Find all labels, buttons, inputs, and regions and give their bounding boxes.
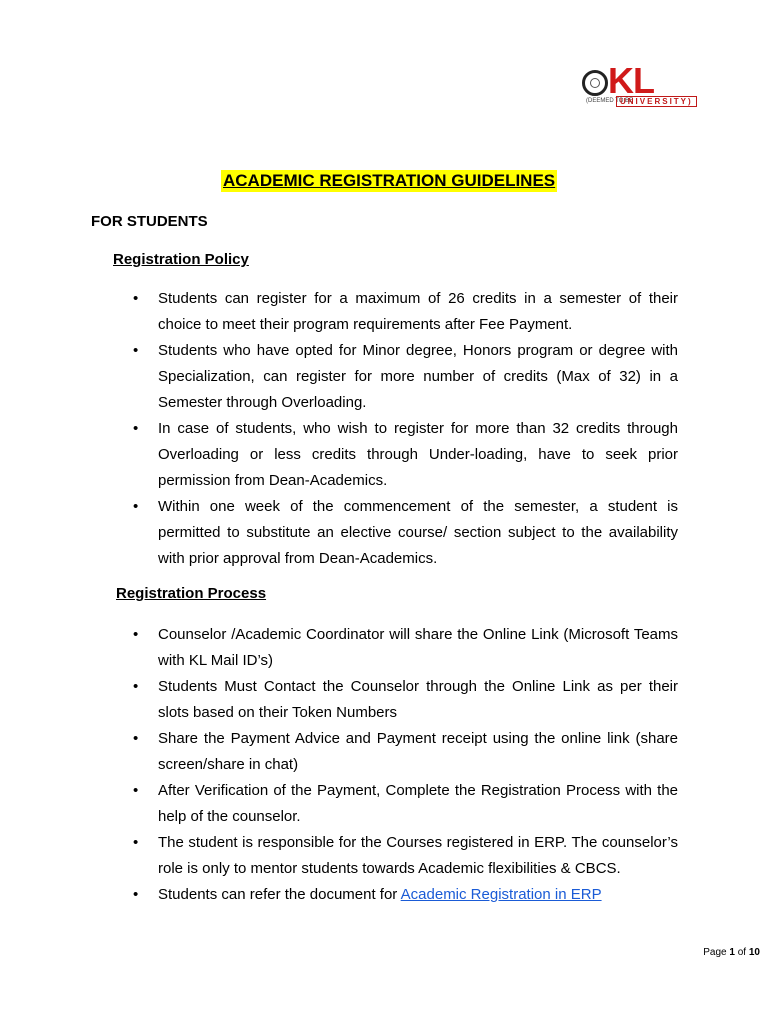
- registration-process-list: [133, 622, 678, 908]
- academic-registration-erp-link[interactable]: Academic Registration in ERP: [400, 886, 602, 903]
- registration-policy-heading: Registration Policy: [113, 251, 249, 268]
- page-label: Page: [703, 947, 730, 958]
- list-item: • Students who have opted for Minor degree, Honors program or degree with Specialization, can register for more number of credits (Max of 32) in a Semester through Overloading.: [133, 338, 678, 416]
- logo-brand: KL: [608, 60, 654, 101]
- list-item: • In case of students, who wish to register for more than 32 credits through Overloading or less credits through Under-loading, have to seek prior permission from Dean-Academics.: [133, 416, 678, 494]
- list-item: • Students can register for a maximum of 26 credits in a semester of their choice to meet their program requirements after Fee Payment.: [133, 286, 678, 338]
- university-seal-icon: [582, 70, 608, 96]
- list-item: • Counselor /Academic Coordinator will share the Online Link (Microsoft Teams with KL Mail ID’s): [133, 622, 678, 674]
- kl-university-logo: [582, 60, 693, 110]
- page-number: 1: [729, 947, 735, 958]
- list-item: • Within one week of the commencement of the semester, a student is permitted to substitute an elective course/ section subject to the availability with prior approval from Dean-Academics.: [133, 494, 678, 572]
- registration-policy-list: [133, 286, 678, 572]
- total-pages: 10: [748, 947, 760, 958]
- list-item: • Students Must Contact the Counselor through the Online Link as per their slots based on their Token Numbers: [133, 674, 678, 726]
- logo-university: UNIVERSITY): [616, 96, 697, 107]
- list-item-with-link: [133, 882, 678, 908]
- document-title: ACADEMIC REGISTRATION GUIDELINES: [223, 171, 556, 190]
- registration-process-heading: Registration Process: [116, 585, 267, 602]
- list-item: • After Verification of the Payment, Complete the Registration Process with the help of the counselor.: [133, 778, 678, 830]
- section-heading: FOR STUDENTS: [91, 213, 208, 230]
- list-item: • The student is responsible for the Courses registered in ERP. The counselor’s role is only to mentor students towards Academic flexibilities & CBCS.: [133, 830, 678, 882]
- logo-subtitle: (DEEMED TO BE: [586, 98, 634, 104]
- list-item-text: Students can refer the document for: [158, 886, 401, 903]
- page-footer: [703, 947, 760, 958]
- of-label: of: [734, 947, 749, 958]
- list-item: • Share the Payment Advice and Payment receipt using the online link (share screen/share in chat): [133, 726, 678, 778]
